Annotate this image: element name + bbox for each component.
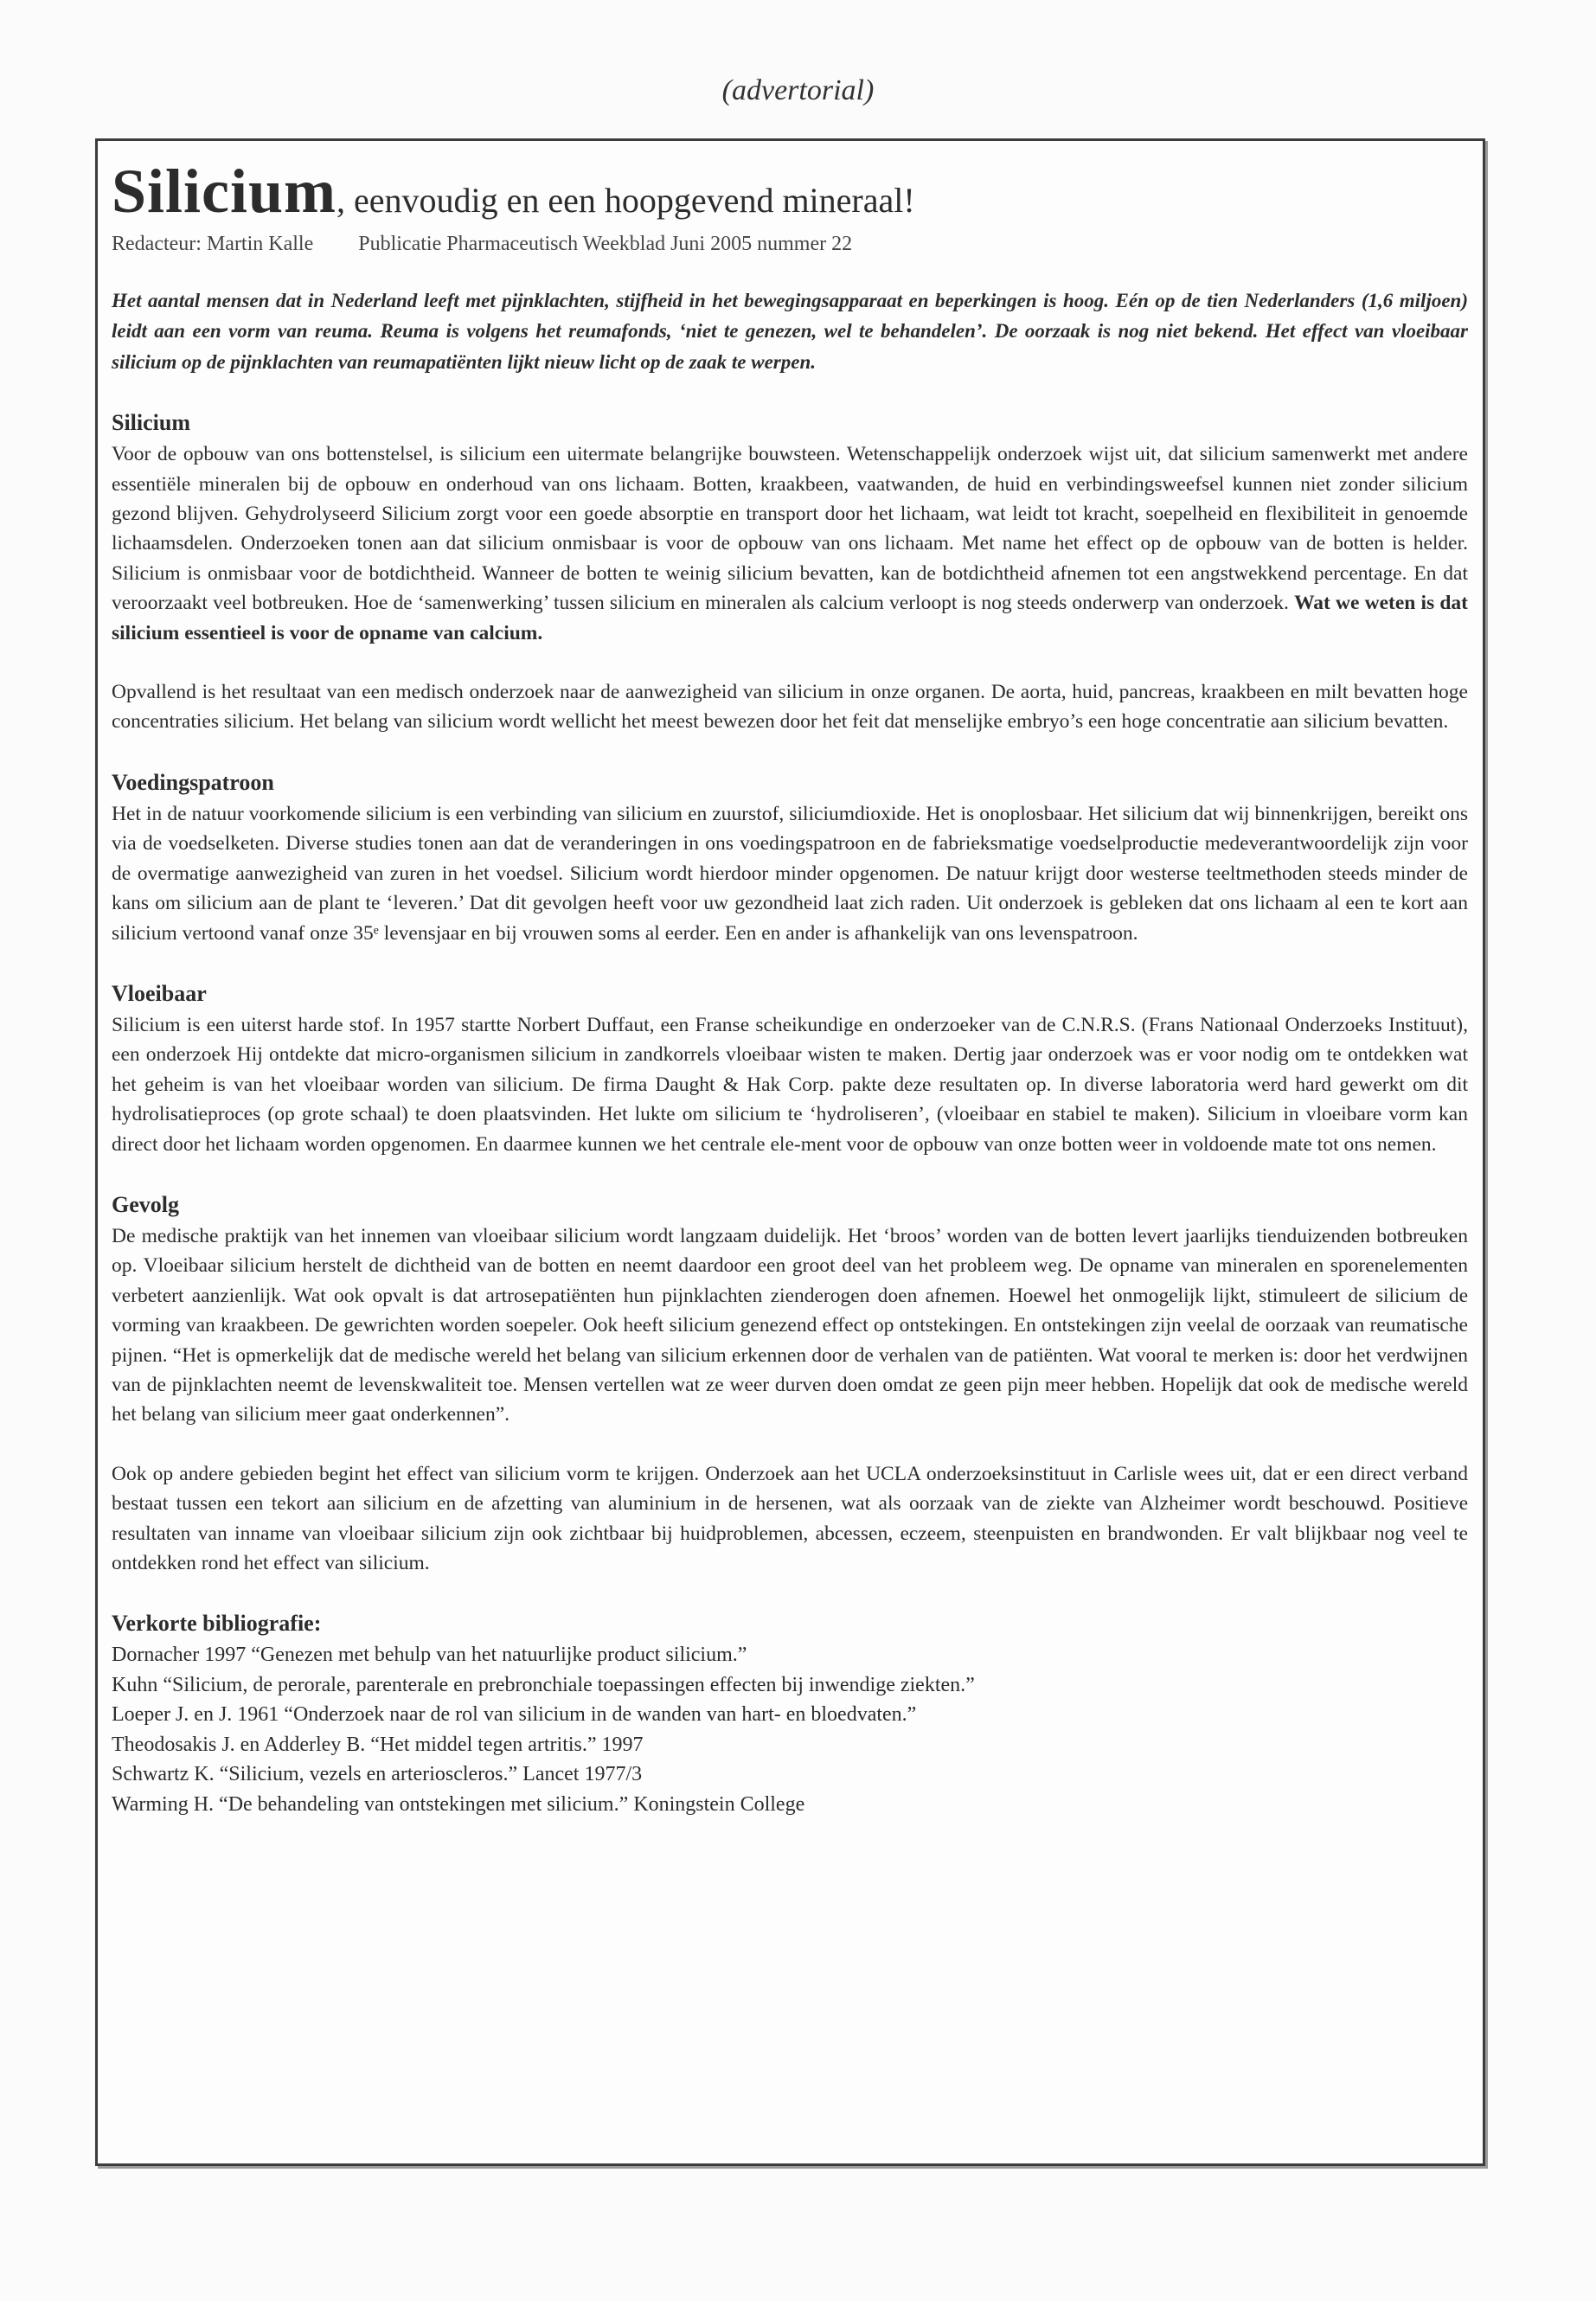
paragraph: Silicium is een uiterst harde stof. In 1957 startte Norbert Duffaut, een Franse scheikundige en onderzoeker van de C.N.R.S. (Frans Nationaal Onderzoeks Instituut), een onderzoek Hij ontdekte dat micro-organismen silicium in zandkorrels vloeibaar wisten te maken. Dertig jaar onderzoek was er voor nodig om te ontdekken wat het geheim is van het vloeibaar worden van silicium. De firma Daught & Hak Corp. pakte deze resultaten op. In diverse laboratoria werd hard gewerkt om dit hydrolisatieproces (op grote schaal) te doen plaatsvinden. Het lukte om silicium te ‘hydroliseren’, (vloeibaar en stabiel te maken). Silicium in vloeibare vorm kan direct door het lichaam worden opgenomen. En daarmee kunnen we het centrale ele-ment voor de opbouw van onze botten weer in voldoende mate tot ons nemen. (112, 1013, 1468, 1156)
bibliography-heading: Verkorte bibliografie: (112, 1611, 322, 1637)
section-heading: Silicium (112, 410, 191, 436)
bibliography-item: Dornacher 1997 “Genezen met behulp van het natuurlijke product silicium.” (112, 1644, 747, 1667)
publication-credit: Publicatie Pharmaceutisch Weekblad Juni 2005 nummer 22 (358, 233, 853, 255)
article-meta (112, 233, 1468, 256)
title-main: Silicium (112, 157, 337, 226)
paragraph-emphasis: Wat we weten is dat silicium essentieel is voor de opname van calcium. (112, 592, 1469, 644)
article-body (112, 157, 1469, 1819)
paragraph: Opvallend is het resultaat van een medisch onderzoek naar de aanwezigheid van silicium in onze organen. De aorta, huid, pancreas, kraakbeen en milt bevatten hoge concentraties silicium. Het belang van silicium wordt wellicht het meest bewezen door het feit dat menselijke embryo’s een hoge concentratie aan silicium bevatten. (112, 681, 1468, 734)
section-heading: Vloeibaar (112, 980, 207, 1006)
bibliography-item: Warming H. “De behandeling van ontstekingen met silicium.” Koningstein College (112, 1792, 805, 1816)
section-gevolg (112, 1189, 1468, 1578)
section-silicium (112, 407, 1468, 737)
bibliography-item: Schwartz K. “Silicium, vezels en arterioscleros.” Lancet 1977/3 (112, 1763, 643, 1786)
bibliography-item: Theodosakis J. en Adderley B. “Het middel tegen artritis.” 1997 (112, 1733, 644, 1756)
advertorial-label: (advertorial) (721, 74, 875, 106)
paragraph: Ook op andere gebieden begint het effect van silicium vorm te krijgen. Onderzoek aan het UCLA onderzoeksinstituut in Carlisle wees uit, dat er een direct verband bestaat tussen een tekort aan silicium en de afzetting van aluminium in de hersenen, wat als oorzaak van de ziekte van Alzheimer wordt beschouwd. Positieve resultaten van inname van vloeibaar silicium zijn ook zichtbaar bij huidproblemen, abcessen, eczeem, steenpuisten en brandwonden. Er valt blijkbaar nog veel te ontdekken rond het effect van silicium. (112, 1462, 1468, 1574)
bibliography-item: Kuhn “Silicium, de perorale, parenterale en prebronchiale toepassingen effecten bij inwendige ziekten.” (112, 1673, 975, 1696)
title-subtitle: , eenvoudig en een hoopgevend mineraal! (337, 181, 915, 220)
paragraph (112, 439, 1468, 648)
article-title (112, 157, 1468, 226)
bibliography (112, 1607, 1468, 1819)
lead-paragraph: Het aantal mensen dat in Nederland leeft met pijnklachten, stijfheid in het bewegingsapparaat en beperkingen is hoog. Eén op de tien Nederlanders (1,6 miljoen) leidt aan een vorm van reuma. Reuma is volgens het reumafonds, ‘niet te genezen, wel te behandelen’. De oorzaak is nog niet bekend. Het effect van vloeibaar silicium op de pijnklachten van reumapatiënten lijkt nieuw licht op de zaak te werpen. (112, 290, 1468, 373)
bibliography-item: Loeper J. en J. 1961 “Onderzoek naar de rol van silicium in de wanden van hart- en bloedvaten.” (112, 1703, 917, 1727)
editor-credit: Redacteur: Martin Kalle (112, 233, 314, 255)
paragraph: De medische praktijk van het innemen van vloeibaar silicium wordt langzaam duidelijk. Het ‘broos’ worden van de botten levert jaarlijks tienduizenden botbreuken op. Vloeibaar silicium herstelt de dichtheid van de botten en neemt daardoor een groot deel van het probleem weg. De opname van mineralen en sporenelementen verbetert aanzienlijk. Wat ook opvalt is dat artrosepatiënten hun pijnklachten zienderogen doen afnemen. Hoewel het onmogelijk lijkt, stimuleert de silicium de vorming van kraakbeen. De gewrichten worden soepeler. Ook heeft silicium genezend effect op ontstekingen. En ontstekingen zijn veelal de oorzaak van reumatische pijnen. “Het is opmerkelijk dat de medische wereld het belang van silicium erkennen door de verhalen van de patiënten. Wat vooral te merken is: door het verdwijnen van de pijnklachten neemt de levenskwaliteit toe. Mensen vertellen wat ze weer durven doen omdat ze geen pijn meer hebben. Hopelijk dat ook de medische wereld het belang van silicium meer gaat onderkennen”. (112, 1224, 1468, 1426)
section-heading: Gevolg (112, 1191, 179, 1217)
section-heading: Voedingspatroon (112, 769, 274, 795)
paragraph-text: Voor de opbouw van ons bottenstelsel, is silicium een uitermate belangrijke bouwsteen. Wetenschappelijk onderzoek wijst uit, dat silicium samenwerkt met andere essentiële mineralen bij de opbouw en onderhoud van ons lichaam. Botten, kraakbeen, vaatwanden, de huid en verbindingsweefsel kunnen niet zonder silicium gezond blijven. Gehydrolyseerd Silicium zorgt voor een goede absorptie en transport door het lichaam, wat leidt tot kracht, soepelheid en flexibiliteit in genoemde lichaamsdelen. Onderzoeken tonen aan dat silicium onmisbaar is voor de opbouw van ons lichaam. Met name het effect op de opbouw van de botten is helder. Silicium is onmisbaar voor de botdichtheid. Wanneer de botten te weinig silicium bevatten, kan de botdichtheid afnemen tot een angstwekkend percentage. En dat veroorzaakt veel botbreuken. Hoe de ‘samenwerking’ tussen silicium en mineralen als calcium verloopt is nog steeds onderwerp van onderzoek. (112, 443, 1468, 615)
section-voedingspatroon (112, 766, 1468, 948)
article-frame (95, 138, 1485, 2166)
section-vloeibaar (112, 977, 1468, 1159)
paragraph: Het in de natuur voorkomende silicium is een verbinding van silicium en zuurstof, siliciumdioxide. Het is onoplosbaar. Het silicium dat wij binnenkrijgen, bereikt ons via de voedselketen. Diverse studies tonen aan dat de veranderingen in ons voedingspatroon en de fabrieksmatige voedselproductie medeverantwoordelijk zijn voor de overmatige aanwezigheid van zuren in het voedsel. Silicium wordt hierdoor minder opgenomen. De natuur krijgt door westerse teeltmethoden steeds minder de kans om silicium aan de plant te ‘leveren.’ Dat dit gevolgen heeft voor uw gezondheid laat zich raden. Uit onderzoek is gebleken dat ons lichaam al een te kort aan silicium vertoond vanaf onze 35ᵉ levensjaar en bij vrouwen soms al eerder. Een en ander is afhankelijk van ons levenspatroon. (112, 802, 1468, 945)
